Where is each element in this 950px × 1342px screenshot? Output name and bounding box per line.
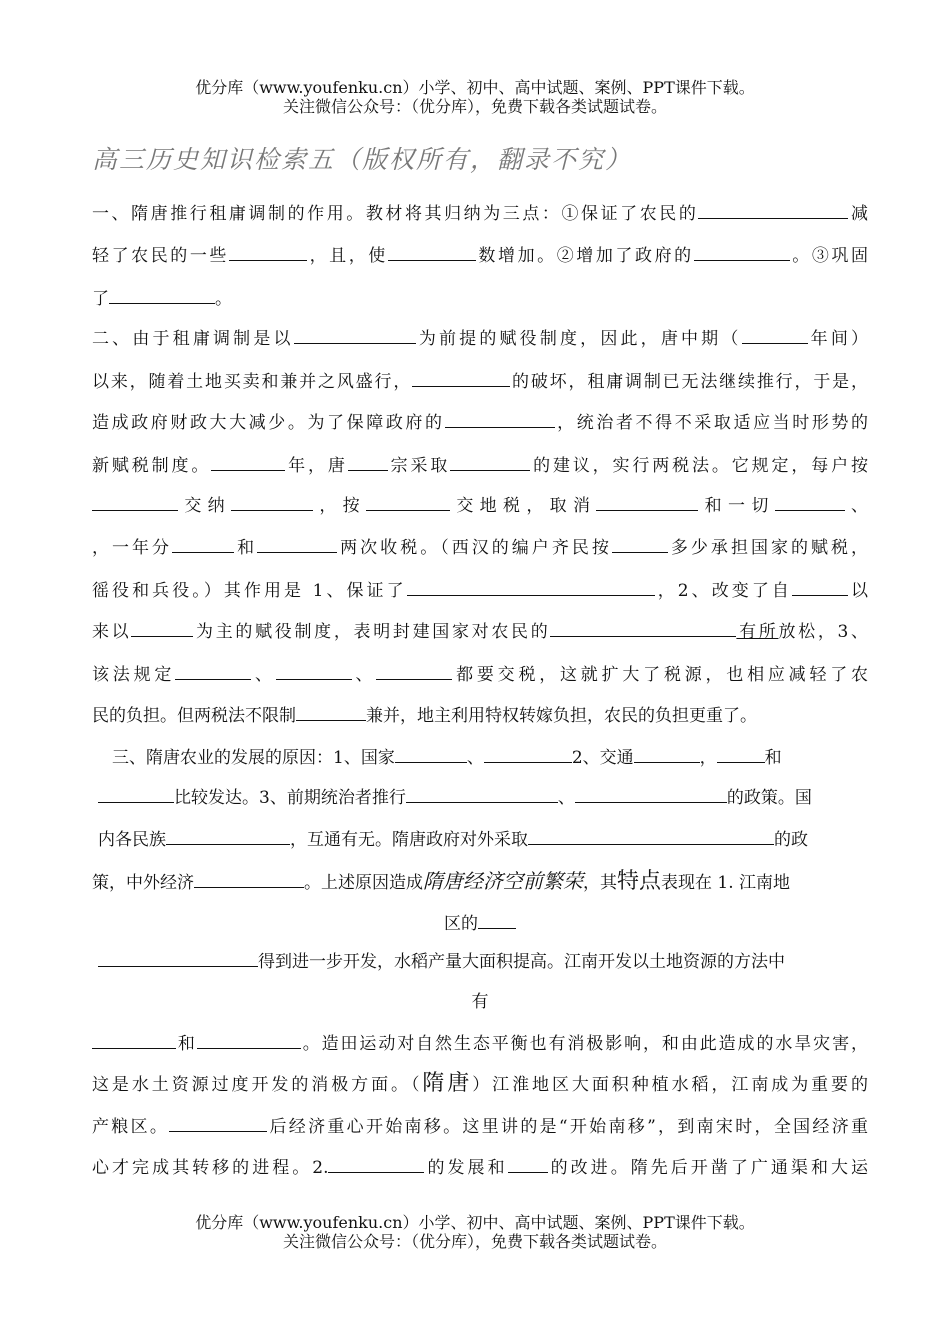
fill-blank[interactable] <box>175 662 251 680</box>
fill-blank[interactable] <box>229 243 307 261</box>
fill-blank[interactable] <box>612 535 668 553</box>
fill-blank[interactable] <box>596 493 698 511</box>
fill-blank[interactable] <box>98 949 258 967</box>
text-line: 和 。造田运动对自然生态平衡也有消极影响，和由此造成的水旱灾害， <box>92 1031 868 1055</box>
header-line-1: 优分库（www.youfenku.cn）小学、初中、高中试题、案例、PPT课件下载。 <box>195 78 755 97</box>
fill-blank[interactable] <box>634 745 700 763</box>
fill-blank[interactable] <box>169 1114 267 1132</box>
text-line: 策，中外经济 。上述原因造成隋唐经济空前繁荣，其特点表现在 1. 江南地 <box>92 869 791 894</box>
text-line: 比较发达。3、前期统治者推行 、 的政策。国 <box>98 785 858 809</box>
fill-blank[interactable] <box>450 453 530 471</box>
fill-blank[interactable] <box>742 326 808 344</box>
fill-blank[interactable] <box>717 745 765 763</box>
text-line: 以来，随着土地买卖和兼并之风盛行， 的破坏，租庸调制已无法继续推行，于是， <box>92 369 868 393</box>
fill-blank[interactable] <box>395 745 467 763</box>
fill-blank[interactable] <box>92 493 178 511</box>
page-header <box>0 78 950 116</box>
footer-line-2: 关注微信公众号：（优分库），免费下载各类试题试卷。 <box>282 1232 667 1251</box>
fill-blank[interactable] <box>775 493 845 511</box>
fill-blank[interactable] <box>508 1155 548 1173</box>
fill-blank[interactable] <box>407 578 655 596</box>
fill-blank[interactable] <box>172 535 234 553</box>
text-line: 得到进一步开发，水稻产量大面积提高。江南开发以土地资源的方法中 <box>98 949 858 973</box>
text-line: 了 。 <box>92 286 868 310</box>
fill-blank[interactable] <box>388 243 476 261</box>
text-line: ，一年分 和 两次收税。（西汉的编户齐民按 多少承担国家的赋税， <box>92 535 868 559</box>
text-line: 这是水土资源过度开发的消极方面。（隋唐）江淮地区大面积种植水稻，江南成为重要的 <box>92 1071 868 1096</box>
text-line: 民的负担。但两税法不限制 兼并，地主利用特权转嫁负担，农民的负担更重了。 <box>92 703 868 727</box>
text-line: 三、隋唐农业的发展的原因：1、国家 、 2、交通 ， 和 <box>112 745 840 769</box>
text-line: 徭役和兵役。）其作用是 1、保证了 ，2、改变了自 以 <box>92 578 868 602</box>
fill-blank[interactable] <box>98 785 174 803</box>
text-line: 交纳 ，按 交地税，取消 和一切 、 <box>92 493 868 517</box>
fill-blank[interactable] <box>550 619 736 637</box>
fill-blank[interactable] <box>92 1031 176 1049</box>
fill-blank[interactable] <box>166 827 290 845</box>
fill-blank[interactable] <box>484 745 572 763</box>
fill-blank[interactable] <box>328 1155 424 1173</box>
fill-blank[interactable] <box>694 243 790 261</box>
fill-blank[interactable] <box>528 827 774 845</box>
fill-blank[interactable] <box>376 662 452 680</box>
fill-blank[interactable] <box>575 785 727 803</box>
page-footer <box>0 1213 950 1251</box>
fill-blank[interactable] <box>211 453 285 471</box>
footer-line-1: 优分库（www.youfenku.cn）小学、初中、高中试题、案例、PPT课件下载。 <box>195 1213 755 1232</box>
text-line: 造成政府财政大大减少。为了保障政府的 ，统治者不得不采取适应当时形势的 <box>92 410 868 434</box>
text-line: 产粮区。 后经济重心开始南移。这里讲的是“开始南移”，到南宋时，全国经济重 <box>92 1114 868 1138</box>
text-line: 新赋税制度。 年，唐 宗采取 的建议，实行两税法。它规定，每户按 <box>92 453 868 477</box>
document-title: 高三历史知识检索五（版权所有，翻录不究） <box>92 145 633 174</box>
fill-blank[interactable] <box>792 578 848 596</box>
fill-blank[interactable] <box>348 453 388 471</box>
fill-blank[interactable] <box>412 369 510 387</box>
fill-blank[interactable] <box>131 619 193 637</box>
header-line-2: 关注微信公众号：（优分库），免费下载各类试题试卷。 <box>282 97 667 116</box>
fill-blank[interactable] <box>406 785 558 803</box>
fill-blank[interactable] <box>366 493 450 511</box>
text-line: 轻了农民的一些 ，且，使 数增加。②增加了政府的 。③巩固 <box>92 243 868 267</box>
fill-blank[interactable] <box>197 1031 301 1049</box>
text-line: 心才完成其转移的进程。2. 的发展和 的改进。隋先后开凿了广通渠和大运 <box>92 1155 868 1179</box>
text-line: 来以 为主的赋役制度，表明封建国家对农民的 有所放松，3、 <box>92 619 868 643</box>
fill-blank[interactable] <box>296 703 366 721</box>
fill-blank[interactable] <box>109 286 215 304</box>
text-line: 该法规定 、 、 都要交税，这就扩大了税源，也相应减轻了农 <box>92 662 868 686</box>
text-line: 二、由于租庸调制是以 为前提的赋役制度，因此，唐中期（ 年间） <box>92 326 868 350</box>
fill-blank[interactable] <box>294 326 416 344</box>
text-line: 内各民族 ，互通有无。隋唐政府对外采取 的政 <box>98 827 858 851</box>
fill-blank[interactable] <box>231 493 313 511</box>
text-line: 有 <box>471 992 489 1012</box>
fill-blank[interactable] <box>478 911 516 929</box>
fill-blank[interactable] <box>257 535 337 553</box>
fill-blank[interactable] <box>698 201 848 219</box>
text-line: 一、隋唐推行租庸调制的作用。教材将其归纳为三点：①保证了农民的 减 <box>92 201 868 225</box>
fill-blank[interactable] <box>445 410 555 428</box>
text-line: 区的 <box>92 911 868 935</box>
fill-blank[interactable] <box>194 870 304 888</box>
fill-blank[interactable] <box>276 662 352 680</box>
